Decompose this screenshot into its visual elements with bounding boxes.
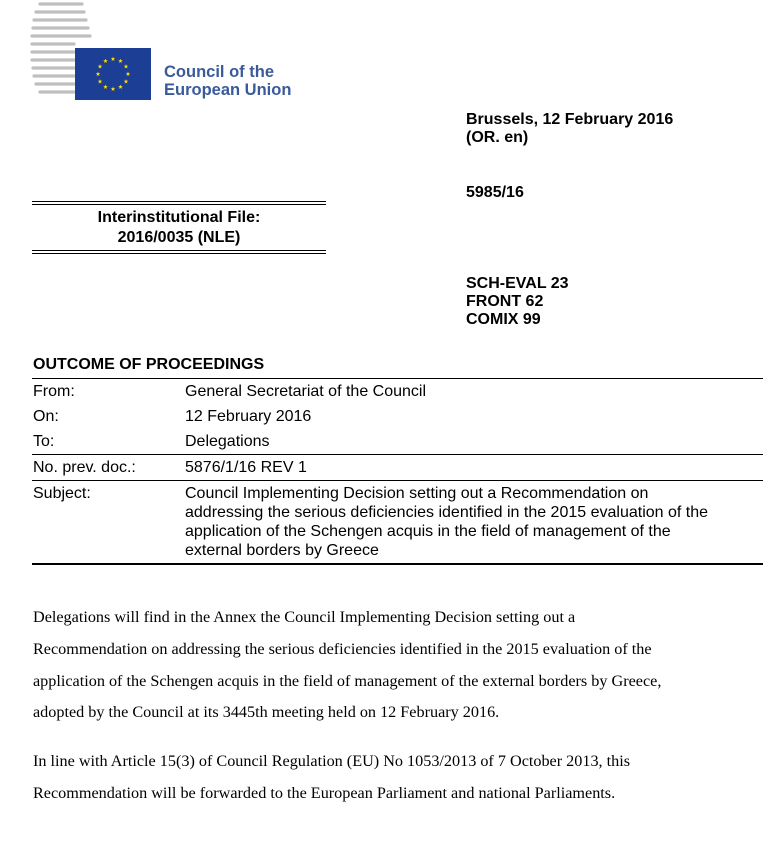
table-row-from [32,379,763,405]
body-paragraph-2 [33,746,758,810]
subject-line: application of the Schengen acquis in the field of management of the [185,523,671,540]
place-and-date: Brussels, 12 February 2016 [466,111,674,128]
organization-name-line2: European Union [164,81,292,99]
row-value: 12 February 2016 [185,408,312,425]
paragraph-line: application of the Schengen acquis in the field of management of the external borders by Greece, [33,671,662,690]
interinstitutional-label: Interinstitutional File: [97,209,261,226]
subject-line: external borders by Greece [185,542,379,559]
subject-value [185,481,763,565]
code-front: FRONT 62 [466,293,544,310]
paragraph-line: Recommendation on addressing the serious deficiencies identified in the 2015 evaluation of the [33,639,652,658]
original-language: (OR. en) [466,129,529,146]
table-row-subject [32,481,763,565]
document-number: 5985/16 [466,184,524,201]
subject-line: addressing the serious deficiencies identified in the 2015 evaluation of the [185,504,709,521]
subject-line: Council Implementing Decision setting out a Recommendation on [185,485,649,502]
code-comix: COMIX 99 [466,311,541,328]
paragraph-line: adopted by the Council at its 3445th meeting held on 12 February 2016. [33,703,500,722]
interinstitutional-number: 2016/0035 (NLE) [117,229,241,246]
row-value: 5876/1/16 REV 1 [185,455,763,481]
row-label: On: [33,408,59,425]
table-row-prev-doc [32,455,763,481]
body-paragraph-1 [33,602,758,729]
row-label: To: [32,429,185,455]
row-value: General Secretariat of the Council [185,383,427,400]
interinstitutional-file-box [32,201,326,254]
organization-name-line1: Council of the [164,63,274,81]
row-label: Subject: [33,485,91,502]
classification-codes [466,275,569,329]
top-double-rule [32,201,326,205]
bottom-double-rule [32,250,326,254]
eu-flag-icon [75,48,151,100]
row-label: No. prev. doc.: [32,455,185,481]
proceedings-table [32,378,763,565]
table-row-on [32,404,763,429]
outcome-title: OUTCOME OF PROCEEDINGS [33,356,265,373]
paragraph-line: Delegations will find in the Annex the Council Implementing Decision setting out a [33,608,576,626]
organization-name [164,63,291,99]
paragraph-line: In line with Article 15(3) of Council Regulation (EU) No 1053/2013 of 7 October 2013, this [33,752,631,770]
code-sch-eval: SCH-EVAL 23 [466,275,569,292]
table-row-to [32,429,763,455]
row-label: From: [33,383,75,400]
row-value: Delegations [185,429,763,455]
paragraph-line: Recommendation will be forwarded to the European Parliament and national Parliaments. [33,783,616,802]
